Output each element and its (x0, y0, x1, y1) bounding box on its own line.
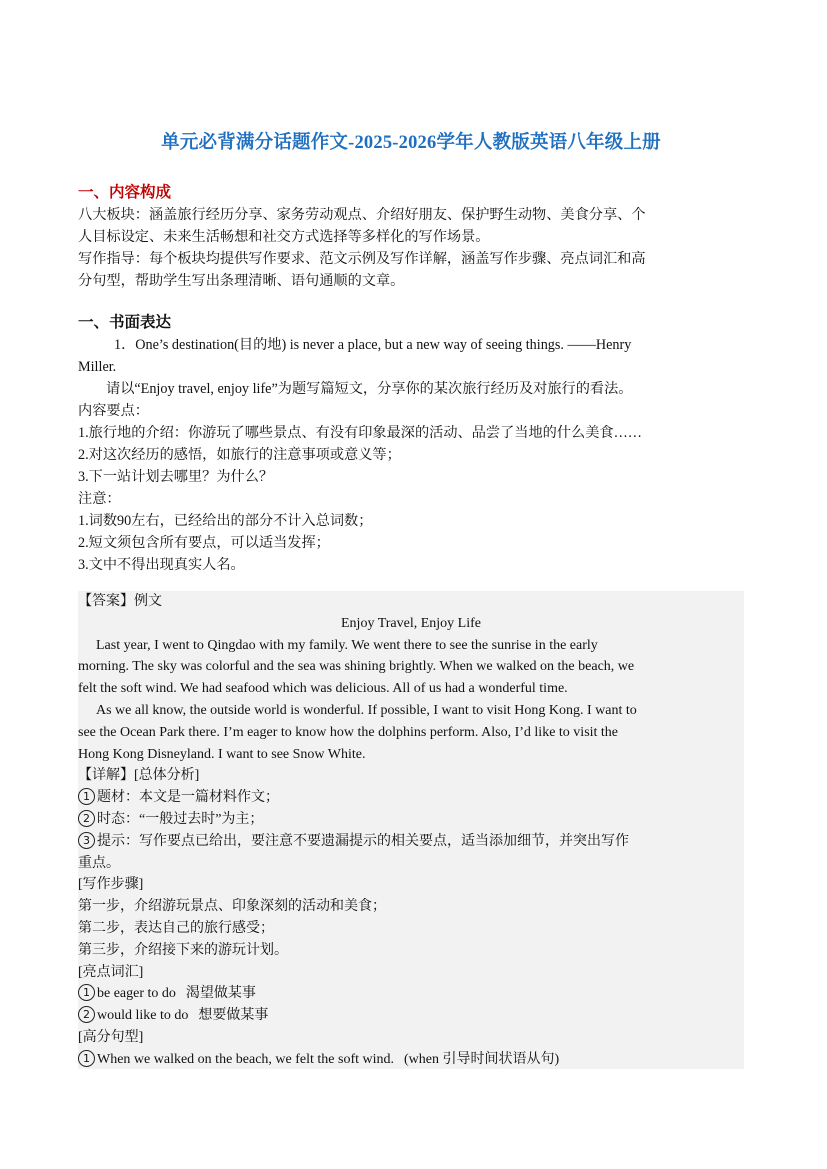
step-item: 第三步，介绍接下来的游玩计划。 (78, 942, 288, 958)
writing-task-section (78, 310, 744, 576)
essay-line: see the Ocean Park there. I’m eager to know how the dolphins perform. Also, I’d like to visit the (78, 724, 619, 740)
sentence-label: [高分句型] (78, 1029, 144, 1045)
question-line: 请以“Enjoy travel, enjoy life”为题写篇短文，分享你的某次旅行经历及对旅行的看法。 (106, 381, 633, 397)
step-item: 第一步，介绍游玩景点、印象深刻的活动和美食； (78, 899, 386, 915)
section-heading-content: 一、内容构成 (78, 184, 172, 201)
detail-label: 【详解】[总体分析] (78, 768, 200, 784)
steps-label: [写作步骤] (78, 877, 144, 893)
analysis-item-cont: 重点。 (78, 855, 120, 871)
section-text-line: 写作指导：每个板块均提供写作要求、范文示例及写作详解，涵盖写作步骤、亮点词汇和高 (78, 251, 646, 267)
document-title: 单元必背满分话题作文-2025-2026学年人教版英语八年级上册 (161, 133, 661, 153)
analysis-item: 2 时态：“一般过去时”为主； (78, 809, 744, 831)
question-line: 1．One’s destination(目的地) is never a place, but a new way of seeing things. ——Henry (114, 337, 632, 353)
note-item: 1.词数90左右，已经给出的部分不计入总词数； (78, 513, 373, 529)
circled-number: 1 (78, 788, 95, 805)
section-text-line: 人目标设定、未来生活畅想和社交方式选择等多样化的写作场景。 (78, 229, 490, 245)
question-line: Miller. (78, 359, 117, 375)
note-item: 3.文中不得出现真实人名。 (78, 557, 245, 573)
essay-line: As we all know, the outside world is wonderful. If possible, I want to visit Hong Kong. I want to (96, 702, 637, 718)
section-text-line: 八大板块：涵盖旅行经历分享、家务劳动观点、介绍好朋友、保护野生动物、美食分享、个 (78, 207, 646, 223)
answer-label: 【答案】例文 (78, 594, 162, 609)
essay-line: Hong Kong Disneyland. I want to see Snow White. (78, 746, 366, 762)
vocab-item: 2 would like to do 想要做某事 (78, 1005, 744, 1027)
vocab-label: [亮点词汇] (78, 964, 144, 980)
analysis-item: 3 提示：写作要点已给出，要注意不要遗漏提示的相关要点，适当添加细节，并突出写作 (78, 831, 744, 853)
points-label: 内容要点： (78, 403, 149, 419)
circled-number: 2 (78, 810, 95, 827)
circled-number: 2 (78, 1006, 95, 1023)
essay-line: felt the soft wind. We had seafood which was delicious. All of us had a wonderful time. (78, 681, 568, 697)
circled-number: 3 (78, 832, 95, 849)
point-item: 1.旅行地的介绍：你游玩了哪些景点、有没有印象最深的活动、品尝了当地的什么美食…… (78, 425, 642, 441)
vocab-item: 1 be eager to do 渴望做某事 (78, 983, 744, 1005)
sentence-item: 1 When we walked on the beach, we felt the soft wind. (when 引导时间状语从句) (78, 1049, 744, 1071)
step-item: 第二步，表达自己的旅行感受； (78, 920, 274, 936)
content-structure-section (78, 180, 744, 292)
essay-line: morning. The sky was colorful and the sea was shining brightly. When we walked on the beach, we (78, 659, 635, 675)
point-item: 3.下一站计划去哪里？为什么？ (78, 469, 274, 485)
point-item: 2.对这次经历的感悟，如旅行的注意事项或意义等； (78, 447, 401, 463)
circled-number: 1 (78, 1050, 95, 1067)
essay-title: Enjoy Travel, Enjoy Life (341, 615, 481, 631)
answer-box (78, 591, 744, 1069)
essay-line: Last year, I went to Qingdao with my family. We went there to see the sunrise in the early (96, 637, 598, 653)
section-text-line: 分句型，帮助学生写出条理清晰、语句通顺的文章。 (78, 273, 405, 289)
analysis-item: 1 题材：本文是一篇材料作文； (78, 787, 744, 809)
note-item: 2.短文须包含所有要点，可以适当发挥； (78, 535, 330, 551)
circled-number: 1 (78, 984, 95, 1001)
notes-label: 注意： (78, 491, 121, 507)
section-heading-writing: 一、书面表达 (78, 314, 172, 331)
